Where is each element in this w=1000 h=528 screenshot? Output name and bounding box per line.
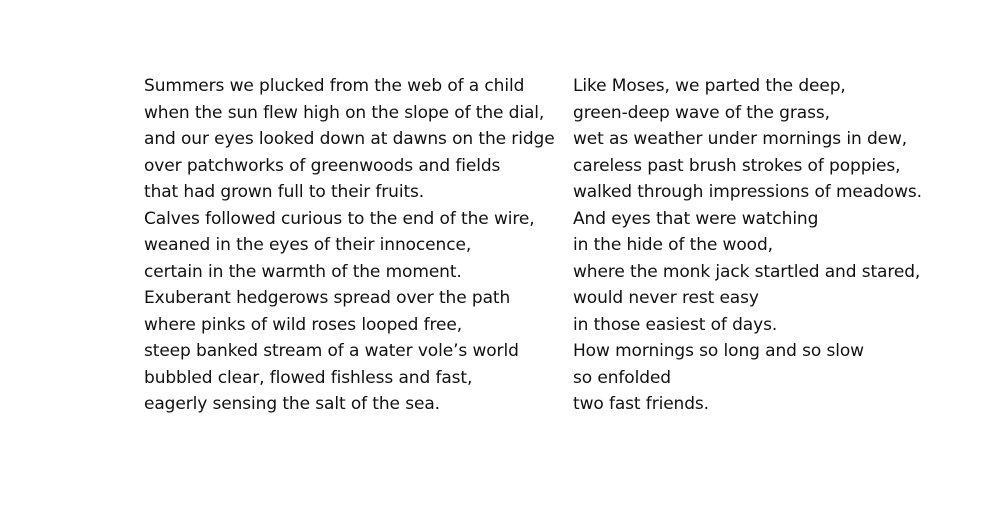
poem-line: over patchworks of greenwoods and fields — [144, 155, 501, 176]
poem-line: where pinks of wild roses looped free, — [144, 314, 463, 335]
poem-line: eagerly sensing the salt of the sea. — [144, 394, 440, 414]
poem-line: two fast friends. — [573, 394, 709, 414]
poem-line: bubbled clear, flowed fishless and fast, — [144, 367, 473, 388]
poem-line: Summers we plucked from the web of a child — [144, 76, 525, 96]
poem-line: green-deep wave of the grass, — [573, 102, 830, 123]
poem-line: wet as weather under mornings in dew, — [573, 129, 908, 149]
poem-line: walked through impressions of meadows. — [573, 182, 922, 202]
poem-right-column — [573, 73, 922, 418]
poem-line: so enfolded — [573, 367, 671, 388]
poem-line: Like Moses, we parted the deep, — [573, 76, 846, 96]
poem-line: careless past brush strokes of poppies, — [573, 155, 901, 176]
poem-line: in those easiest of days. — [573, 314, 778, 335]
poem-line: would never rest easy — [573, 288, 759, 308]
poem-left-column — [144, 73, 555, 418]
poem-line: in the hide of the wood, — [573, 235, 773, 255]
poem-line: Exuberant hedgerows spread over the path — [144, 288, 511, 308]
poem-line: And eyes that were watching — [573, 208, 819, 229]
poem-line: Calves followed curious to the end of the wire, — [144, 208, 535, 229]
poem-line: and our eyes looked down at dawns on the ridge — [144, 129, 555, 149]
poem-line: weaned in the eyes of their innocence, — [144, 235, 472, 255]
poem-line: steep banked stream of a water vole’s world — [144, 341, 519, 361]
poem-line: certain in the warmth of the moment. — [144, 261, 462, 282]
poem-line: where the monk jack startled and stared, — [573, 261, 921, 282]
poem-line: that had grown full to their fruits. — [144, 182, 425, 202]
poem-line: How mornings so long and so slow — [573, 341, 864, 361]
poem-line: when the sun flew high on the slope of the dial, — [144, 102, 545, 123]
